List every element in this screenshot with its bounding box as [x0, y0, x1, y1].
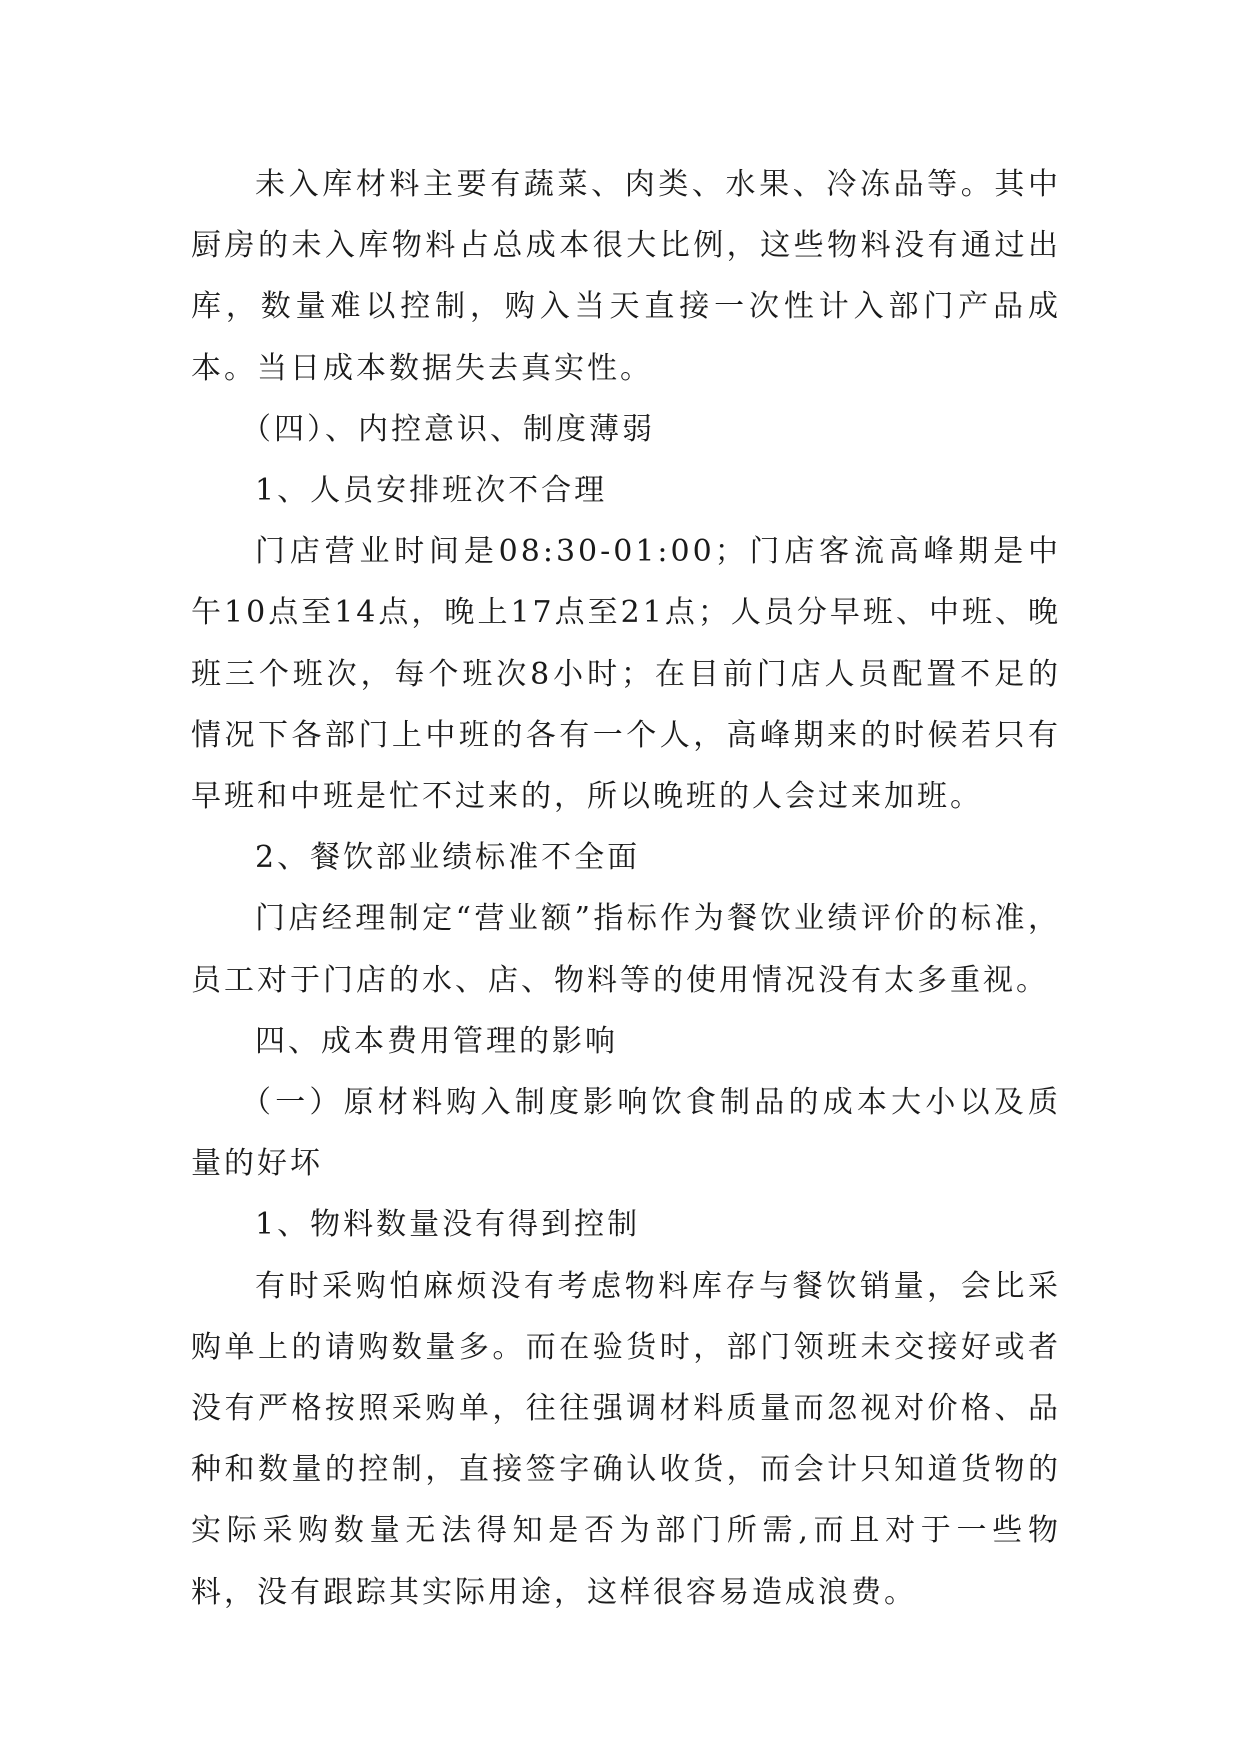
- subheading-material-quantity: 1、物料数量没有得到控制: [255, 1207, 641, 1243]
- heading-internal-control: （四）、内控意识、制度薄弱: [241, 411, 655, 447]
- paragraph-unstocked-materials: 未入库材料主要有蔬菜、肉类、水果、冷冻品等。其中厨房的未入库物料占总成本很大比例，这些物料没有通过出库，数量难以控制，购入当天直接一次性计入部门产品成本。当日成本数据失去真实性。: [191, 167, 1061, 386]
- heading-cost-impact: 四、成本费用管理的影响: [255, 1023, 618, 1059]
- paragraph-business-hours: 门店营业时间是08:30-01:00；门店客流高峰期是中午10点至14点，晚上17点至21点；人员分早班、中班、晚班三个班次，每个班次8小时；在目前门店人员配置不足的情况下各部门上中班的各有一个人，高峰期来的时候若只有早班和中班是忙不过来的，所以晚班的人会过来加班。: [191, 534, 1061, 815]
- heading-purchase-system: （一）原材料购入制度影响饮食制品的成本大小以及质量的好坏: [191, 1085, 1061, 1182]
- subheading-performance-standard: 2、餐饮部业绩标准不全面: [255, 840, 641, 876]
- subheading-shift-arrangement: 1、人员安排班次不合理: [255, 473, 608, 509]
- document-body: [191, 154, 1061, 1623]
- paragraph-procurement-issues: 有时采购怕麻烦没有考虑物料库存与餐饮销量，会比采购单上的请购数量多。而在验货时，部门领班未交接好或者没有严格按照采购单，往往强调材料质量而忽视对价格、品种和数量的控制，直接签字确认收货，而会计只知道货物的实际采购数量无法得知是否为部门所需,而且对于一些物料，没有跟踪其实际用途，这样很容易造成浪费。: [191, 1268, 1061, 1610]
- paragraph-revenue-indicator: 门店经理制定“营业额”指标作为餐饮业绩评价的标准，员工对于门店的水、店、物料等的使用情况没有太多重视。: [191, 901, 1061, 998]
